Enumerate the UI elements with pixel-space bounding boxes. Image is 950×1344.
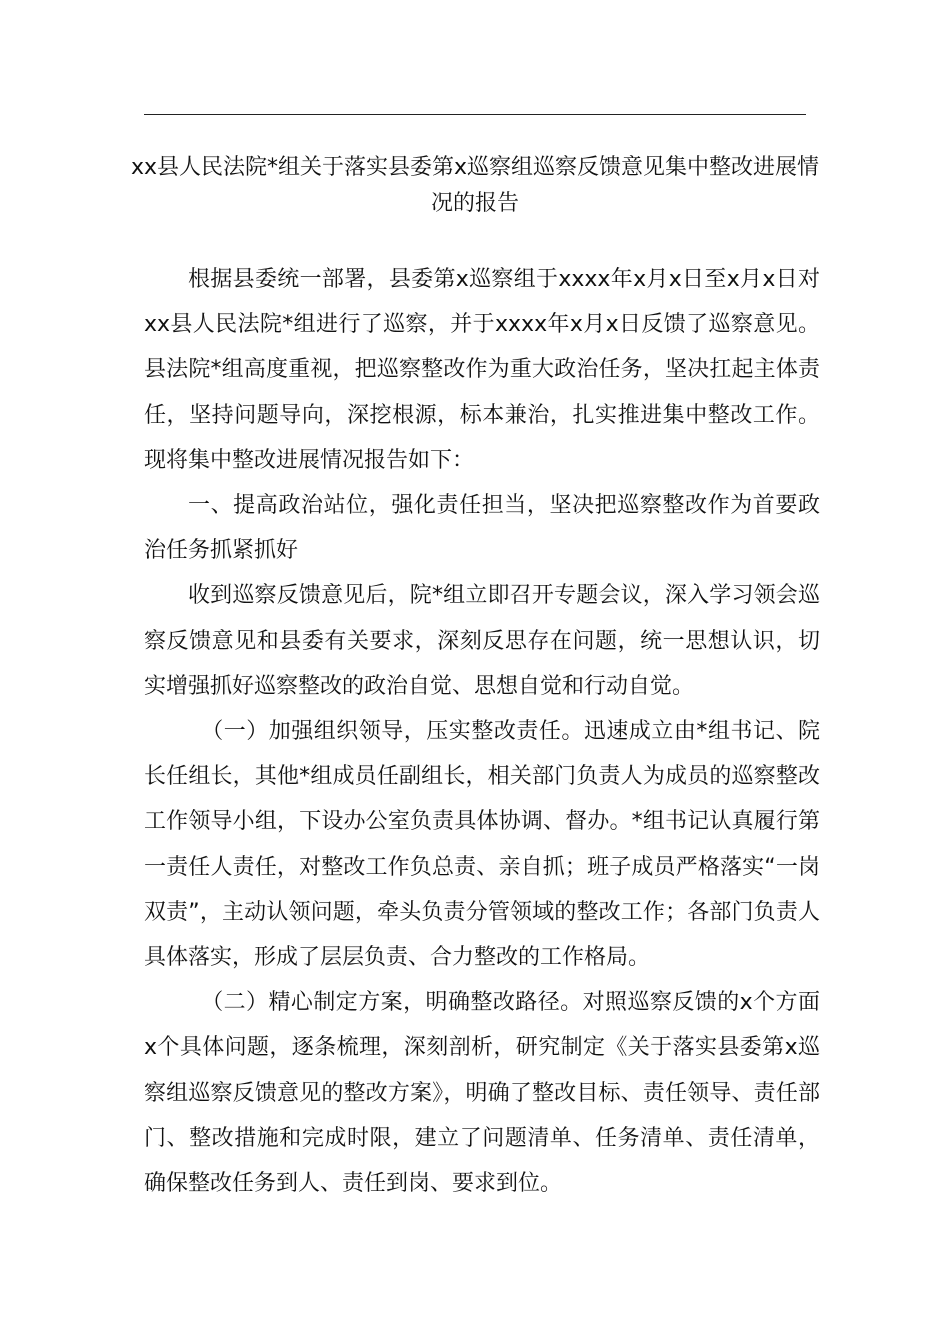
report-body: [144, 257, 820, 1206]
header-rule: [144, 114, 806, 115]
subsection-1-paragraph: （一）加强组织领导，压实整改责任。迅速成立由*组书记、院长任组长，其他*组成员任副组长，相关部门负责人为成员的巡察整改工作领导小组，下设办公室负责具体协调、督办。*组书记认真履行第一责任人责任，对整改工作负总责、亲自抓；班子成员严格落实“一岗双责”，主动认领问题，牵头负责分管领域的整改工作；各部门负责人具体落实，形成了层层负责、合力整改的工作格局。: [144, 719, 820, 971]
report-title: xx县人民法院*组关于落实县委第x巡察组巡察反馈意见集中整改进展情况的报告: [130, 155, 820, 216]
section-1-paragraph: 收到巡察反馈意见后，院*组立即召开专题会议，深入学习领会巡察反馈意见和县委有关要求，深刻反思存在问题，统一思想认识，切实增强抓好巡察整改的政治自觉、思想自觉和行动自觉。: [144, 583, 820, 699]
section-heading-1: 一、提高政治站位，强化责任担当，坚决把巡察整改作为首要政治任务抓紧抓好: [144, 493, 820, 564]
intro-paragraph: 根据县委统一部署，县委第x巡察组于xxxx年x月x日至x月x日对xx县人民法院*组进行了巡察，并于xxxx年x月x日反馈了巡察意见。县法院*组高度重视，把巡察整改作为重大政治任务，坚决扛起主体责任，坚持问题导向，深挖根源，标本兼治，扎实推进集中整改工作。现将集中整改进展情况报告如下：: [144, 267, 820, 473]
subsection-2-paragraph: （二）精心制定方案，明确整改路径。对照巡察反馈的x个方面x个具体问题，逐条梳理，深刻剖析，研究制定《关于落实县委第x巡察组巡察反馈意见的整改方案》，明确了整改目标、责任领导、责任部门、整改措施和完成时限，建立了问题清单、任务清单、责任清单，确保整改任务到人、责任到岗、要求到位。: [144, 990, 820, 1197]
